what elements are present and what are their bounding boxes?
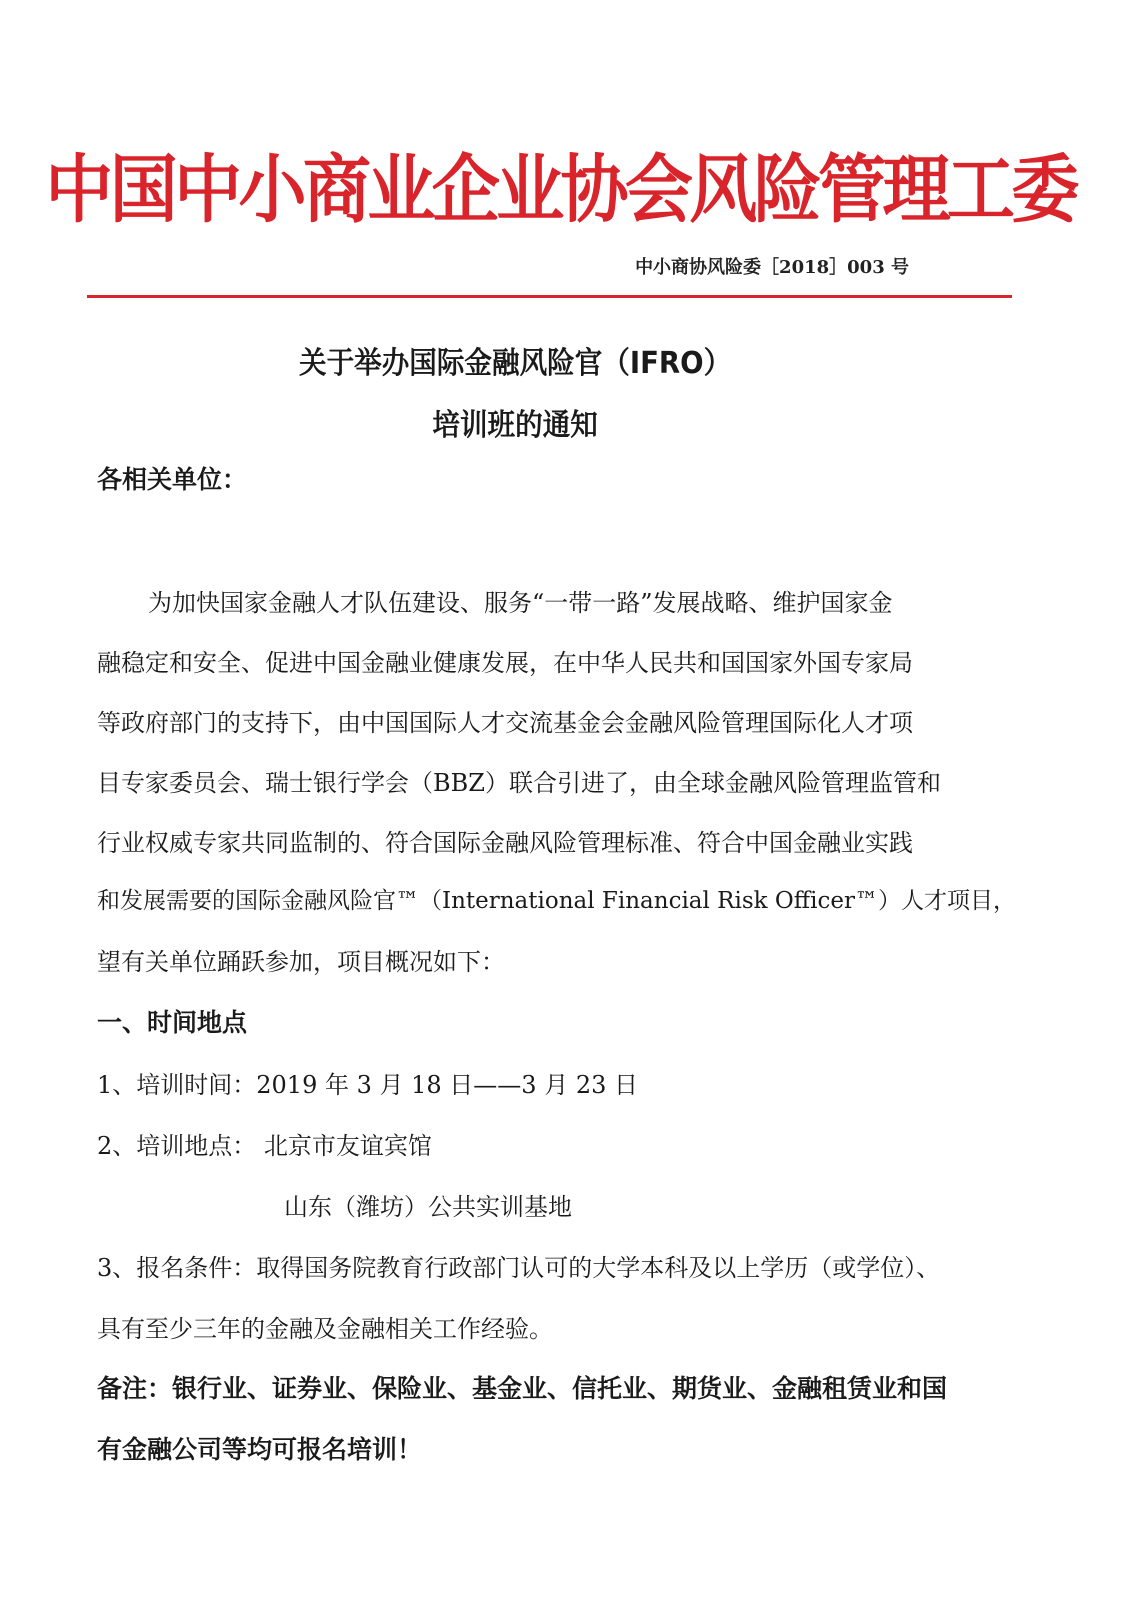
body-line-4: 目专家委员会、瑞士银行学会（BBZ）联合引进了，由全球金融风险管理监管和: [97, 769, 941, 797]
registration-requirements-cont: 具有至少三年的金融及金融相关工作经验。: [97, 1315, 553, 1343]
body-line-1: 为加快国家金融人才队伍建设、服务“一带一路”发展战略、维护国家金: [148, 589, 893, 617]
section-heading-time-location: 一、时间地点: [97, 1008, 248, 1037]
body-line-6: 和发展需要的国际金融风险官™（International Financial Risk Officer™）人才项目，: [97, 888, 1016, 914]
training-location-secondary: 山东（潍坊）公共实训基地: [284, 1193, 572, 1221]
body-line-5: 行业权威专家共同监制的、符合国际金融风险管理标准、符合中国金融业实践: [97, 829, 913, 857]
body-line-3: 等政府部门的支持下，由中国国际人才交流基金会金融风险管理国际化人才项: [97, 709, 913, 737]
note-line-1: 备注：银行业、证券业、保险业、基金业、信托业、期货业、金融租赁业和国: [97, 1374, 948, 1403]
note-line-2: 有金融公司等均可报名培训！: [97, 1435, 423, 1464]
organization-name: 中国中小商业企业协会风险管理工委: [45, 147, 1076, 233]
registration-requirements: 3、报名条件：取得国务院教育行政部门认可的大学本科及以上学历（或学位）、: [97, 1254, 941, 1282]
header-divider: [87, 295, 1012, 298]
body-line-2: 融稳定和安全、促进中国金融业健康发展，在中华人民共和国国家外国专家局: [97, 649, 913, 677]
training-time: 1、培训时间：2019 年 3 月 18 日——3 月 23 日: [97, 1071, 638, 1099]
notice-title-line-1: 关于举办国际金融风险官（IFRO）: [299, 346, 732, 381]
training-location: 2、培训地点： 北京市友谊宾馆: [97, 1132, 432, 1160]
notice-title-line-2: 培训班的通知: [432, 408, 598, 443]
document-number: 中小商协风险委［2018］003 号: [635, 257, 909, 278]
body-line-7: 望有关单位踊跃参加，项目概况如下：: [97, 948, 505, 976]
salutation: 各相关单位：: [97, 465, 248, 494]
